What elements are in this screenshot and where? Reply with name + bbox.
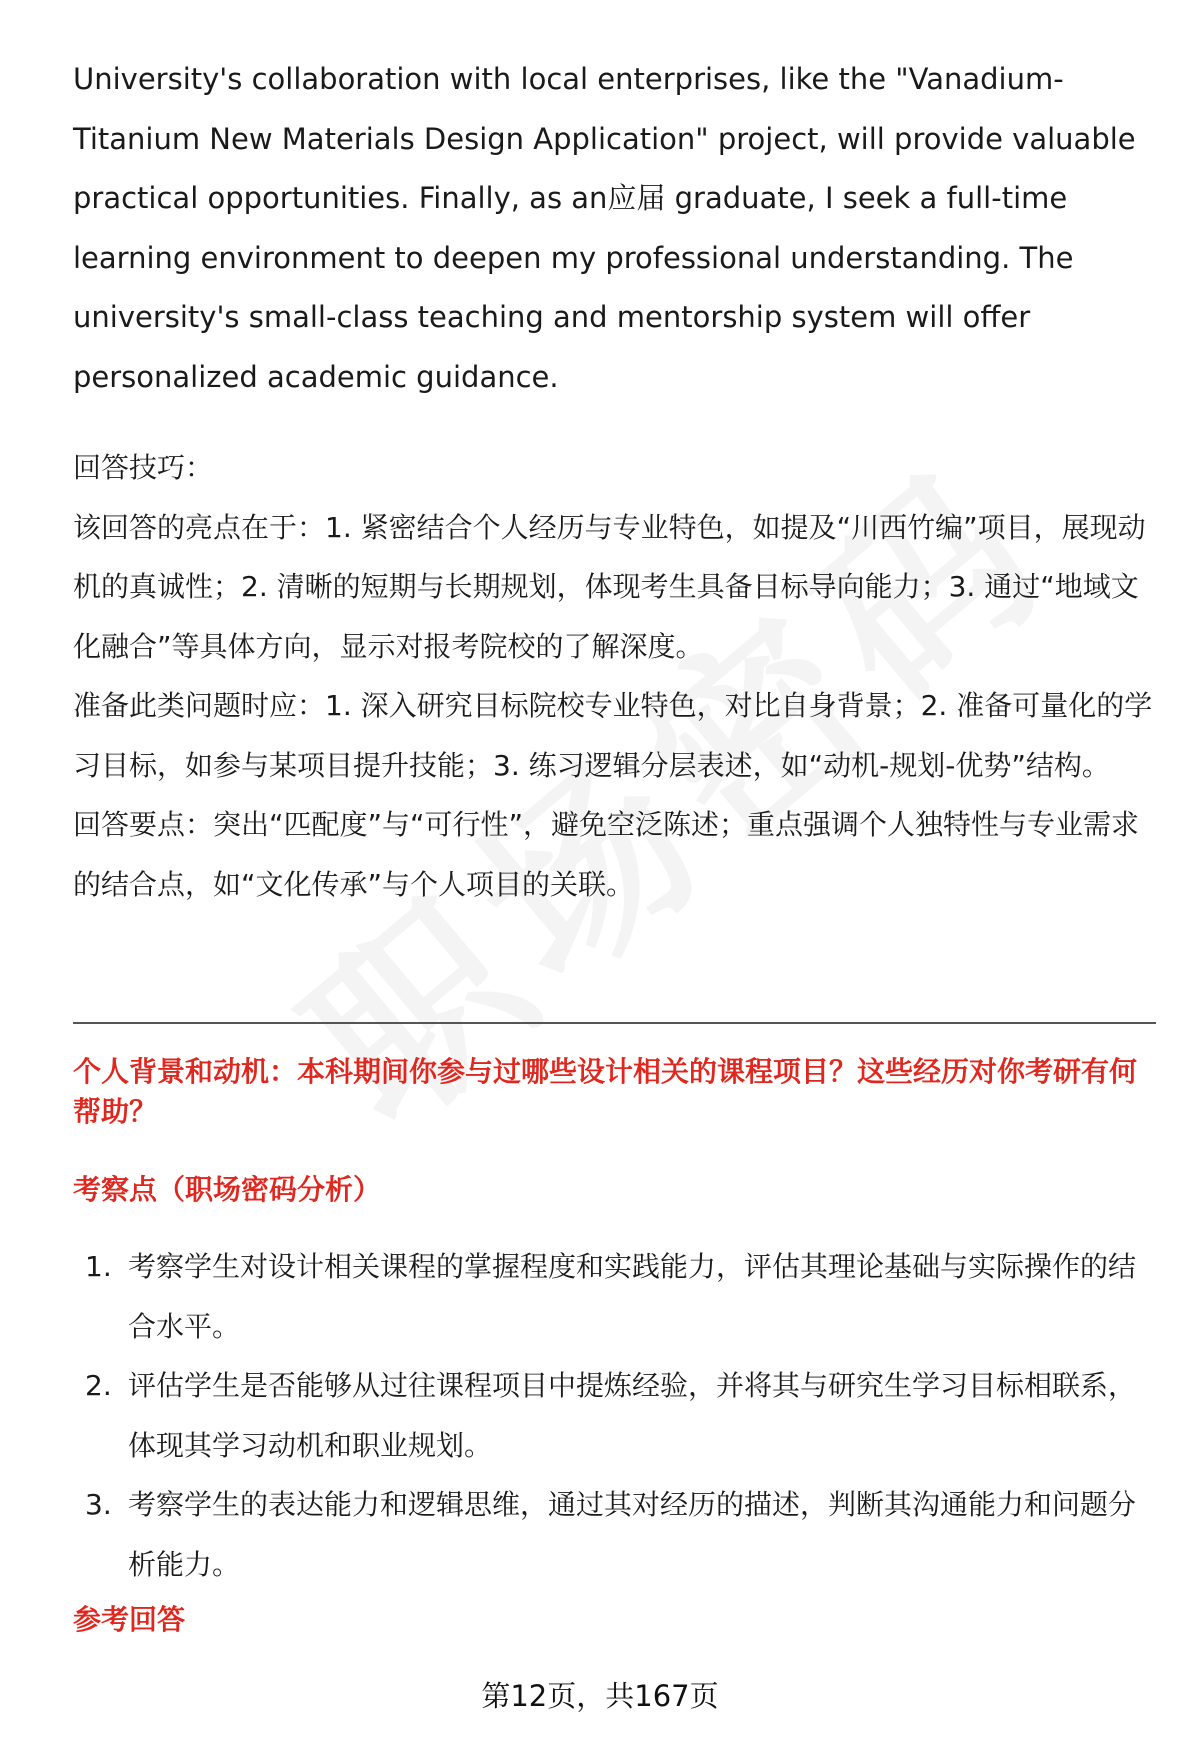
section-divider (73, 1022, 1156, 1024)
tips-heading: 回答技巧： (73, 451, 214, 484)
list-item-text: 评估学生是否能够从过往课程项目中提炼经验，并将其与研究生学习目标相联系，体现其学习动机和职业规划。 (128, 1369, 1137, 1462)
list-item-text: 考察学生对设计相关课程的掌握程度和实践能力，评估其理论基础与实际操作的结合水平。 (128, 1250, 1137, 1343)
answer-tips-section (73, 438, 1163, 914)
reference-answer-heading: 参考回答 (73, 1603, 186, 1636)
list-item-number: 1. (85, 1250, 112, 1283)
assessment-list (73, 1237, 1163, 1594)
list-item (73, 1475, 1163, 1594)
tips-preparation: 准备此类问题时应：1. 深入研究目标院校专业特色，对比自身背景；2. 准备可量化的学习目标，如参与某项目提升技能；3. 练习逻辑分层表述，如“动机-规划-优势”结构。 (73, 689, 1153, 782)
question-title: 个人背景和动机：本科期间你参与过哪些设计相关的课程项目？这些经历对你考研有何帮助？ (73, 1055, 1138, 1128)
list-item-text: 考察学生的表达能力和逻辑思维，通过其对经历的描述，判断其沟通能力和问题分析能力。 (128, 1488, 1137, 1581)
page-number-footer: 第12页，共167页 (481, 1679, 719, 1713)
tips-highlights: 该回答的亮点在于：1. 紧密结合个人经历与专业特色，如提及“川西竹编”项目，展现动机的真诚性；2. 清晰的短期与长期规划，体现考生具备目标导向能力；3. 通过“地域文化融合”等具体方向，显示对报考院校的了解深度。 (73, 510, 1146, 663)
list-item-number: 2. (85, 1369, 112, 1402)
list-item (73, 1237, 1163, 1356)
tips-key-points: 回答要点：突出“匹配度”与“可行性”，避免空泛陈述；重点强调个人独特性与专业需求的结合点，如“文化传承”与个人项目的关联。 (73, 808, 1140, 901)
list-item-number: 3. (85, 1488, 112, 1521)
intro-paragraph: University's collaboration with local enterprises, like the "Vanadium-Titanium New Materials Design Application" project, will provide valuable practical opportunities. Finally, as an应届 graduate, I seek a full-time learning environment to deepen my professional understanding. The university's small-class teaching and mentorship system will offer personalized academic guidance. (73, 62, 1136, 394)
list-item (73, 1356, 1163, 1475)
intro-section (73, 50, 1153, 407)
assessment-heading: 考察点（职场密码分析） (73, 1173, 382, 1206)
